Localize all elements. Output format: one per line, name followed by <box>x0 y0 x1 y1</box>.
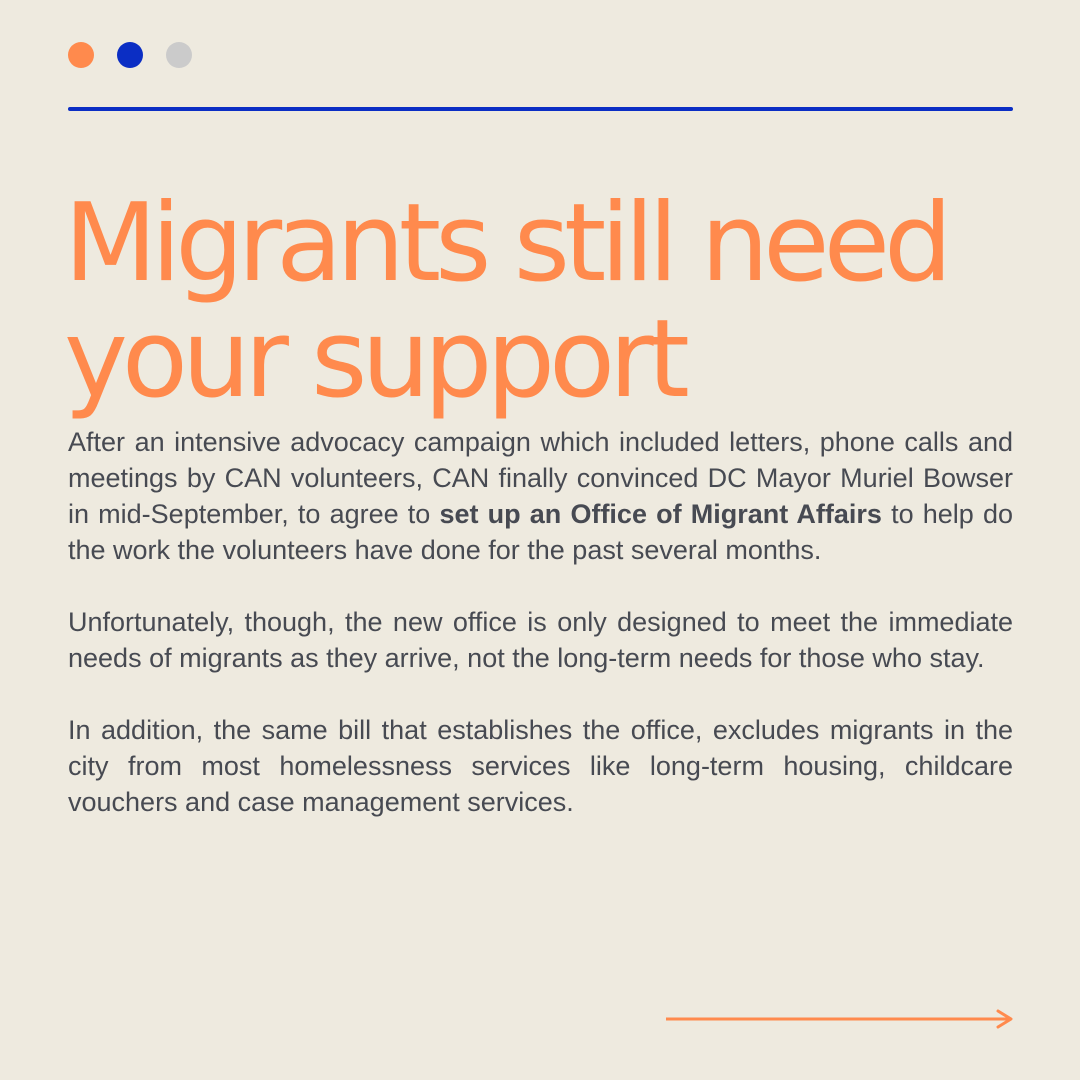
paragraph-1-outro: to help do the work the volunteers have done for the past several months. <box>68 499 1013 565</box>
headline-line-2: your support <box>64 297 684 422</box>
paragraph-1-highlight: set up an Office of Migrant Affairs <box>439 499 882 529</box>
header-divider <box>68 107 1013 111</box>
page-dot-2 <box>117 42 143 68</box>
page-dot-1 <box>68 42 94 68</box>
headline <box>64 181 1024 422</box>
headline-line-1: Migrants still need <box>64 181 947 306</box>
page-dot-3 <box>166 42 192 68</box>
body-text <box>68 424 1013 856</box>
paragraph-1-intro: After an intensive advocacy campaign which included letters, phone calls and meetings by CAN volunteers, CAN finally convinced DC Mayor Muriel Bowser in mid-September, to agree to <box>68 427 1013 529</box>
paragraph-1 <box>68 424 1013 568</box>
paragraph-3: In addition, the same bill that establishes the office, excludes migrants in the city from most homelessness services like long-term housing, childcare vouchers and case management services. <box>68 715 1013 817</box>
arrow-right-icon[interactable] <box>666 1008 1014 1030</box>
paragraph-2: Unfortunately, though, the new office is only designed to meet the immediate needs of migrants as they arrive, not the long-term needs for those who stay. <box>68 607 1013 673</box>
page-indicator <box>68 42 192 68</box>
